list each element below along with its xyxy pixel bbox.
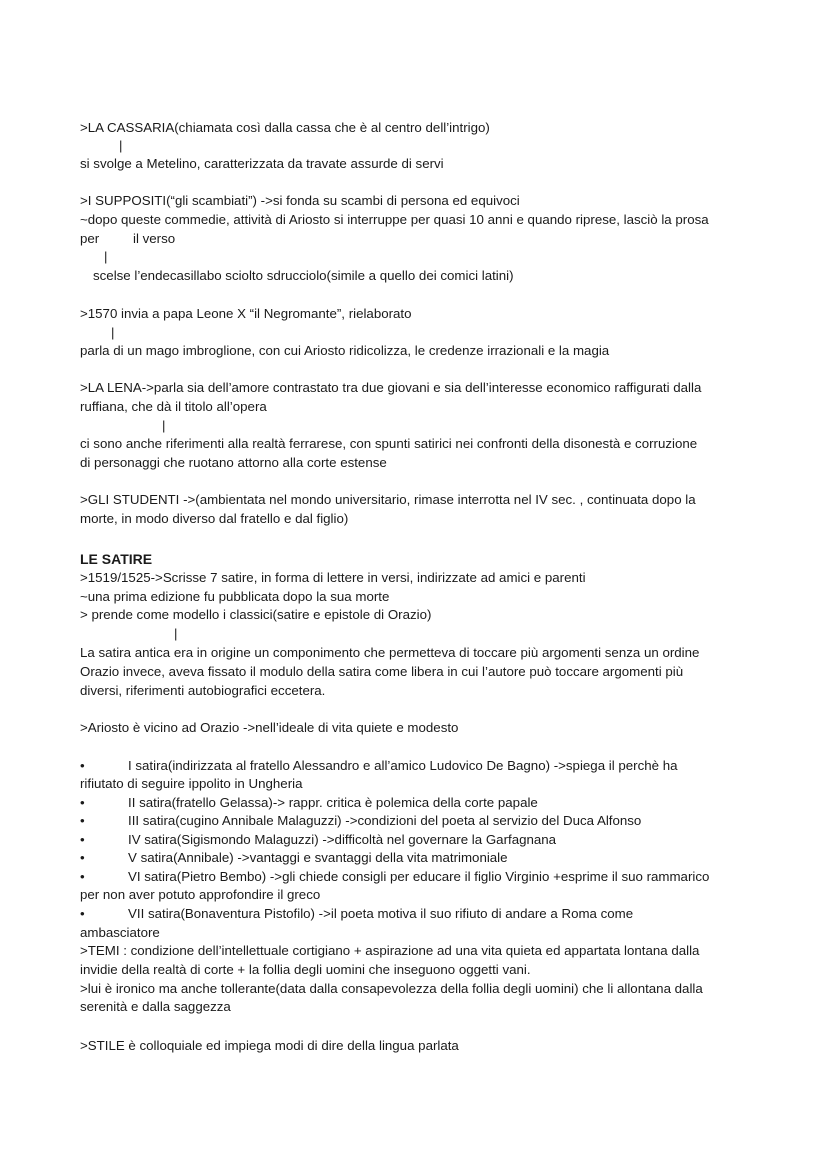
negromante-line: >1570 invia a papa Leone X “il Negromante”, rielaborato	[80, 306, 412, 321]
satira-item-cont: rifiutato di seguire ippolito in Ungheria	[80, 776, 303, 791]
cassaria-line: >LA CASSARIA(chiamata così dalla cassa che è al centro dell’intrigo)	[80, 120, 490, 135]
bullet-icon: •	[80, 795, 85, 810]
satire-line-1: >1519/1525->Scrisse 7 satire, in forma di lettere in versi, indirizzate ad amici e parenti	[80, 570, 586, 585]
bullet-icon: •	[80, 906, 85, 921]
vicino-line: >Ariosto è vicino ad Orazio ->nell’ideale di vita quiete e modesto	[80, 720, 459, 735]
dopo-line-1: ~dopo queste commedie, attività di Ariosto si interruppe per quasi 10 anni e quando riprese, lasciò la prosa	[80, 212, 709, 227]
temi-line-2: invidie della realtà di corte + la follia degli uomini che inseguono oggetti vani.	[80, 962, 531, 977]
bullet-icon: •	[80, 869, 85, 884]
satira-item: III satira(cugino Annibale Malaguzzi) ->condizioni del poeta al servizio del Duca Alfonso	[128, 813, 642, 828]
lena-line-2: ruffiana, che dà il titolo all’opera	[80, 399, 267, 414]
bullet-icon: •	[80, 813, 85, 828]
antica-line-3: diversi, riferimenti autobiografici eccetera.	[80, 683, 326, 698]
suppositi-line: >I SUPPOSITI(“gli scambiati”) ->si fonda su scambi di persona ed equivoci	[80, 193, 520, 208]
studenti-line-2: morte, in modo diverso dal fratello e dal figlio)	[80, 511, 349, 526]
ironico-line-2: serenità e dalla saggezza	[80, 999, 231, 1014]
dopo-line-2b: il verso	[133, 231, 176, 246]
satire-line-3: > prende come modello i classici(satire e epistole di Orazio)	[80, 607, 432, 622]
satira-item: V satira(Annibale) ->vantaggi e svantaggi della vita matrimoniale	[128, 850, 508, 865]
lena-sub-line-2: di personaggi che ruotano attorno alla corte estense	[80, 455, 387, 470]
bullet-icon: •	[80, 832, 85, 847]
connector-pipe: |	[111, 325, 115, 340]
stile-line: >STILE è colloquiale ed impiega modi di dire della lingua parlata	[80, 1038, 459, 1053]
connector-pipe: |	[104, 249, 108, 264]
satira-item: II satira(fratello Gelassa)-> rappr. critica è polemica della corte papale	[128, 795, 538, 810]
endecasillabo-line: scelse l’endecasillabo sciolto sdrucciolo(simile a quello dei comici latini)	[93, 268, 514, 283]
satire-heading: LE SATIRE	[80, 551, 153, 567]
satire-line-2: ~una prima edizione fu pubblicata dopo la sua morte	[80, 589, 390, 604]
connector-pipe: |	[119, 138, 123, 153]
connector-pipe: |	[174, 626, 178, 641]
lena-sub-line-1: ci sono anche riferimenti alla realtà ferrarese, con spunti satirici nei confronti della disonestà e corruzione	[80, 436, 698, 451]
satira-item: IV satira(Sigismondo Malaguzzi) ->difficoltà nel governare la Garfagnana	[128, 832, 557, 847]
bullet-icon: •	[80, 758, 85, 773]
antica-line-1: La satira antica era in origine un componimento che permetteva di toccare più argomenti senza un ordine	[80, 645, 700, 660]
bullet-icon: •	[80, 850, 85, 865]
connector-pipe: |	[162, 418, 166, 433]
satira-item: I satira(indirizzata al fratello Alessandro e all’amico Ludovico De Bagno) ->spiega il perchè ha	[128, 758, 678, 773]
lena-line-1: >LA LENA->parla sia dell’amore contrastato tra due giovani e sia dell’interesse economico raffigurati dalla	[80, 380, 702, 395]
cassaria-sub-line: si svolge a Metelino, caratterizzata da travate assurde di servi	[80, 156, 444, 171]
satira-item: VII satira(Bonaventura Pistofilo) ->il poeta motiva il suo rifiuto di andare a Roma come	[128, 906, 634, 921]
satira-item-cont: per non aver potuto approfondire il greco	[80, 887, 321, 902]
ironico-line-1: >lui è ironico ma anche tollerante(data dalla consapevolezza della follia degli uomini) che li allontana dalla	[80, 981, 703, 996]
negromante-sub-line: parla di un mago imbroglione, con cui Ariosto ridicolizza, le credenze irrazionali e la magia	[80, 343, 610, 358]
dopo-line-2a: per	[80, 231, 100, 246]
antica-line-2: Orazio invece, aveva fissato il modulo della satira come libera in cui l’autore può toccare argomenti più	[80, 664, 684, 679]
studenti-line-1: >GLI STUDENTI ->(ambientata nel mondo universitario, rimase interrotta nel IV sec. , continuata dopo la	[80, 492, 696, 507]
satira-item-cont: ambasciatore	[80, 925, 160, 940]
temi-line-1: >TEMI : condizione dell’intellettuale cortigiano + aspirazione ad una vita quieta ed appartata lontana dalla	[80, 943, 700, 958]
satira-item: VI satira(Pietro Bembo) ->gli chiede consigli per educare il figlio Virginio +esprime il suo rammarico	[128, 869, 710, 884]
